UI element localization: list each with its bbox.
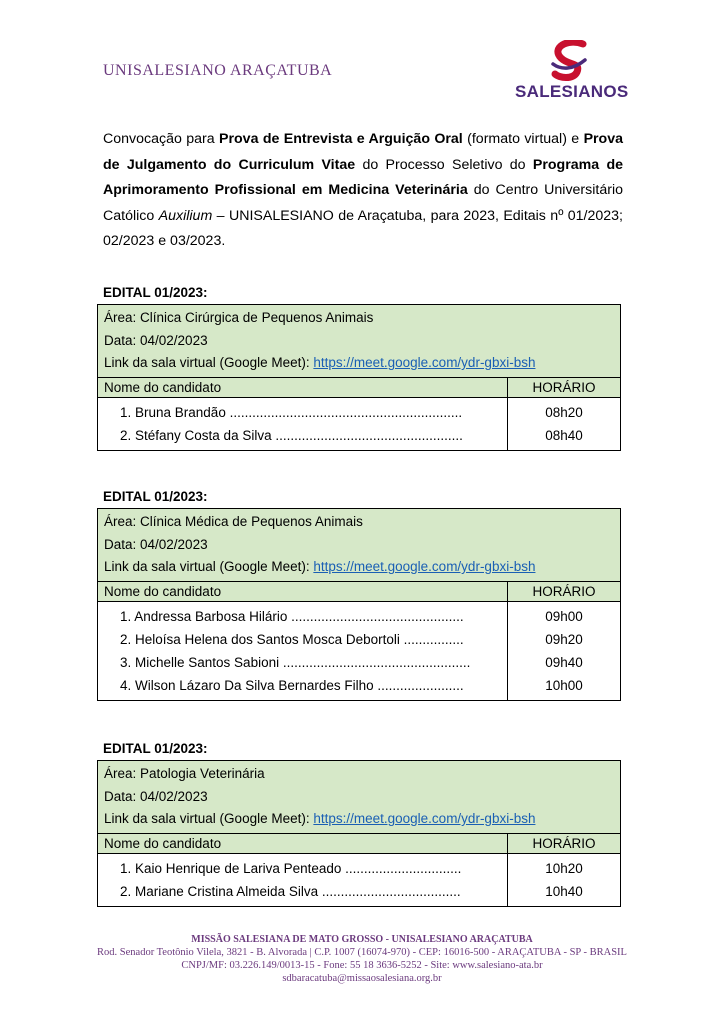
info-cell	[98, 509, 621, 582]
edital-section-1	[97, 282, 621, 451]
candidate-name: 2. Stéfany Costa da Silva ..................................................	[120, 427, 463, 443]
footer-line-2: Rod. Senador Teotônio Vilela, 3821 - B. Alvorada | C.P. 1007 (16074-970) - CEP: 16016-500 - ARAÇATUBA - SP - BRASIL	[97, 947, 627, 958]
area-label: Área: Clínica Médica de Pequenos Animais	[104, 514, 363, 529]
candidate-name: 2. Mariane Cristina Almeida Silva .....................................	[120, 883, 461, 899]
candidate-time: 09h40	[545, 654, 583, 670]
info-cell	[98, 305, 621, 378]
col-time-header: HORÁRIO	[508, 581, 621, 601]
candidate-names	[98, 601, 508, 700]
footer-line-1: MISSÃO SALESIANA DE MATO GROSSO - UNISALESIANO ARAÇATUBA	[191, 934, 533, 945]
date-label: Data: 04/02/2023	[104, 536, 208, 552]
candidate-time: 08h20	[545, 404, 583, 420]
schedule-table	[97, 508, 621, 701]
candidate-name: 2. Heloísa Helena dos Santos Mosca Debortoli ................	[120, 631, 464, 647]
meet-link[interactable]: https://meet.google.com/ydr-gbxi-bsh	[313, 811, 536, 826]
meet-link[interactable]: https://meet.google.com/ydr-gbxi-bsh	[313, 355, 536, 370]
candidate-names	[98, 397, 508, 450]
col-time-header: HORÁRIO	[508, 833, 621, 853]
col-name-header: Nome do candidato	[98, 377, 508, 397]
candidate-time: 09h20	[545, 631, 583, 647]
candidate-time: 09h00	[545, 608, 583, 624]
institution-header: UNISALESIANO ARAÇATUBA	[103, 62, 333, 79]
area-label: Área: Patologia Veterinária	[104, 766, 265, 781]
meet-link[interactable]: https://meet.google.com/ydr-gbxi-bsh	[313, 559, 536, 574]
footer-email: sdbaracatuba@missaosalesiana.org.br	[282, 973, 442, 984]
candidate-time: 10h00	[545, 677, 583, 693]
candidate-name: 4. Wilson Lázaro Da Silva Bernardes Filho .......................	[120, 677, 464, 693]
date-label: Data: 04/02/2023	[104, 332, 208, 348]
col-name-header: Nome do candidato	[98, 833, 508, 853]
logo-text: SALESIANOS	[515, 82, 629, 101]
candidate-name: 1. Bruna Brandão ..............................................................	[120, 404, 463, 420]
meet-link-line: Link da sala virtual (Google Meet): https://meet.google.com/ydr-gbxi-bsh	[104, 559, 536, 574]
col-name-header: Nome do candidato	[98, 581, 508, 601]
footer-line-3: CNPJ/MF: 03.226.149/0013-15 - Fone: 55 18 3636-5252 - Site: www.salesiano-ata.br	[181, 960, 543, 971]
meet-link-line: Link da sala virtual (Google Meet): https://meet.google.com/ydr-gbxi-bsh	[104, 811, 536, 826]
schedule-table	[97, 304, 621, 451]
candidate-time: 10h20	[545, 860, 583, 876]
edital-title: EDITAL 01/2023:	[103, 489, 208, 504]
salesianos-logo	[515, 40, 629, 106]
info-cell	[98, 761, 621, 834]
edital-section-2	[97, 486, 621, 701]
col-time-header: HORÁRIO	[508, 377, 621, 397]
candidate-names	[98, 853, 508, 906]
intro-paragraph: Convocação para Prova de Entrevista e Arguição Oral (formato virtual) e Prova de Julgamento do Curriculum Vitae do Processo Seletivo do Programa de Aprimoramento Profissional em Medicina Veterinária do Centro Universitário Católico Auxilium – UNISALESIANO de Araçatuba, para 2023, Editais nº 01/2023; 02/2023 e 03/2023.	[103, 131, 624, 249]
area-label: Área: Clínica Cirúrgica de Pequenos Animais	[104, 310, 374, 325]
meet-link-line: Link da sala virtual (Google Meet): https://meet.google.com/ydr-gbxi-bsh	[104, 355, 536, 370]
candidate-name: 1. Andressa Barbosa Hilário ..............................................	[120, 608, 464, 624]
date-label: Data: 04/02/2023	[104, 788, 208, 804]
candidate-time: 10h40	[545, 883, 583, 899]
page-footer	[0, 933, 724, 985]
edital-title: EDITAL 01/2023:	[103, 285, 208, 300]
candidate-name: 3. Michelle Santos Sabioni ..................................................	[120, 654, 471, 670]
candidate-name: 1. Kaio Henrique de Lariva Penteado ...............................	[120, 860, 462, 876]
candidate-times	[508, 397, 621, 450]
edital-title: EDITAL 01/2023:	[103, 741, 208, 756]
salesianos-logo-icon	[515, 40, 625, 84]
edital-section-3	[97, 738, 621, 907]
schedule-table	[97, 760, 621, 907]
candidate-times	[508, 601, 621, 700]
candidate-time: 08h40	[545, 427, 583, 443]
candidate-times	[508, 853, 621, 906]
